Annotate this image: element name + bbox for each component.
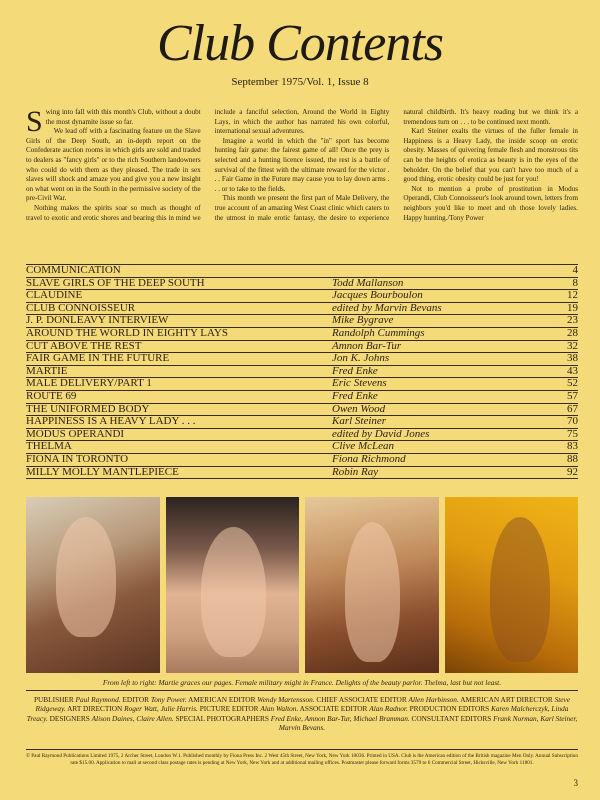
toc-author: edited by David Jones [332, 428, 430, 440]
toc-page-number: 67 [567, 402, 578, 415]
toc-page-number: 4 [572, 264, 578, 276]
toc-author: Clive McLean [332, 441, 395, 453]
toc-title: CUT ABOVE THE REST [26, 340, 142, 352]
toc-author: Todd Mallanson [332, 277, 404, 289]
toc-author: Jon K. Johns [332, 353, 390, 365]
toc-page-number: 23 [567, 314, 578, 327]
toc-author: Robin Ray [332, 466, 379, 478]
intro-paragraph-6: Karl Steiner exalts the virtues of the fuller female in Happiness is a Heavy Lady, the inside scoop on erotic obesity. Masses of quivering female flesh and monstrous tits can be the heights of erotica as beauty is in the eyes of the beholder. On the belief that you can't have too much of a good thing, erotic obesity could be just for you! [403, 127, 578, 184]
toc-title: MARTIE [26, 365, 68, 377]
toc-page-number: 70 [567, 415, 578, 428]
drop-cap: S [26, 108, 43, 138]
toc-title: ROUTE 69 [26, 390, 77, 402]
toc-page-number: 88 [567, 452, 578, 465]
toc-row [26, 289, 578, 302]
toc-page-number: 43 [567, 364, 578, 377]
toc-row [26, 327, 578, 340]
toc-page-number: 28 [567, 326, 578, 339]
intro-paragraph-5: This month we present the first part of Male Delivery, the true account of an amazing West Coast clinic which caters to the utmost in male erotic fantasy, the desire to experience natural childbirth. It's heavy reading but we think it's a tremendous turn on . . . to be continued next month. [214, 108, 578, 222]
toc-row [26, 415, 578, 428]
toc-row [26, 377, 578, 390]
toc-author: Fiona Richmond [332, 453, 406, 465]
toc-title: SLAVE GIRLS OF THE DEEP SOUTH [26, 277, 205, 289]
toc-author: Fred Enke [332, 365, 378, 377]
toc-author: edited by Marvin Bevans [332, 302, 442, 314]
toc-page-number: 19 [567, 301, 578, 314]
masthead [0, 14, 600, 88]
photo-figure [490, 517, 550, 662]
toc-author: Randolph Cummings [332, 327, 425, 339]
toc-title: COMMUNICATION [26, 265, 121, 276]
page-number: 3 [573, 778, 578, 788]
table-of-contents [26, 264, 578, 479]
toc-row [26, 440, 578, 453]
toc-row [26, 466, 578, 480]
photo-figure [345, 522, 400, 662]
toc-title: MODUS OPERANDI [26, 428, 125, 440]
intro-paragraph-3: Nothing makes the spirits soar so much as thought of travel to exotic and erotic shores and bearing this in mind we include a fanciful selection, Around the World in Eighty Lays, in which the author has narrated his own colorful, international sexual adventures. [26, 108, 390, 222]
toc-page-number: 38 [567, 352, 578, 365]
toc-author: Owen Wood [332, 403, 386, 415]
toc-title: FIONA IN TORONTO [26, 453, 129, 465]
photo-strip [26, 497, 578, 673]
toc-page-number: 57 [567, 389, 578, 402]
toc-title: THELMA [26, 441, 72, 453]
intro-paragraph-7: Not to mention a probe of prostitution in Modus Operandi, Club Connoisseur's look around town, letters from neighbors you'd like to meet and oh those lovely ladies. Happy hunting./Tony Power [403, 184, 578, 222]
toc-title: HAPPINESS IS A HEAVY LADY . . . [26, 416, 196, 428]
toc-title: CLAUDINE [26, 290, 83, 302]
photo-figure [56, 517, 116, 637]
photo-martie [26, 497, 160, 673]
intro-paragraph-1: Swing into fall with this month's Club, without a doubt the most dynamite issue so far. [26, 108, 201, 138]
photo-military [166, 497, 300, 673]
photo-beauty-parlor [305, 497, 439, 673]
toc-row [26, 352, 578, 365]
photo-thelma [445, 497, 579, 673]
toc-title: MALE DELIVERY/PART 1 [26, 378, 152, 390]
toc-author: Karl Steiner [332, 416, 387, 428]
toc-title: FAIR GAME IN THE FUTURE [26, 353, 170, 365]
editorial-intro [26, 108, 578, 260]
publication-fine-print: © Paul Raymond Publications Limited 1975, 2 Archer Street, London W.1. Published monthly by Fiona Press Inc. 2 West 45th Street, New York, New York 10036. Printed in USA. Club is the American edition of the British magazine Men Only. Annual Subscription rate $15.00. Application to mail at second class postage rates is pending at New York, New York and at additional mailing offices. Postmaster please forward forms 3579 to 6 Commercial Street, Hicksville, New York 11801. [26, 749, 578, 766]
toc-author: Amnon Bar-Tur [332, 340, 402, 352]
toc-page-number: 12 [567, 289, 578, 302]
toc-title: AROUND THE WORLD IN EIGHTY LAYS [26, 327, 228, 339]
photo-caption: From left to right: Martie graces our pages. Female military might in France. Delights of the beauty parlor. Thelma, last but not least. [102, 678, 502, 687]
toc-row [26, 365, 578, 378]
intro-paragraph-2: We lead off with a fascinating feature on the Slave Girls of the Deep South, an in-depth report on the Confederate auction rooms in which girls are sold and traded to dealers as "fancy girls" or to the rich Southern landowners who could do with them as they pleased. The trade in sex slaves will shock and amaze you and give you a new insight on what went on in the South in the permissive society of the pre-Civil War. [26, 127, 201, 203]
toc-page-number: 83 [567, 440, 578, 453]
toc-row [26, 277, 578, 290]
photo-figure [201, 527, 266, 657]
toc-title: MILLY MOLLY MANTLEPIECE [26, 466, 179, 478]
toc-author: Fred Enke [332, 390, 378, 402]
toc-row [26, 264, 578, 277]
toc-author: Eric Stevens [332, 378, 387, 390]
toc-row [26, 340, 578, 353]
toc-title: J. P. DONLEAVY INTERVIEW [26, 315, 169, 327]
toc-page-number: 32 [567, 339, 578, 352]
toc-row [26, 428, 578, 441]
toc-row [26, 314, 578, 327]
staff-credits: PUBLISHER Paul Raymond. EDITOR Tony Power. AMERICAN EDITOR Wendy Martensson. CHIEF ASSOCIATE EDITOR Allen Harbinson. AMERICAN ART DIRECTOR Steve Ridgeway. ART DIRECTION Roger Watt, Julie Harris. PICTURE EDITOR Alan Walton. ASSOCIATE EDITOR Alan Radnor. PRODUCTION EDITORS Karen Malcherczyk, Linda Treacy. DESIGNERS Alison Daines, Claire Allen. SPECIAL PHOTOGRAPHERS Fred Enke, Amnon Bar-Tur, Michael Bramman. CONSULTANT EDITORS Frank Norman, Karl Steiner, Marvin Bevans. [26, 690, 578, 733]
page-title: Club Contents [156, 15, 444, 72]
toc-page-number: 92 [567, 465, 578, 478]
toc-row [26, 403, 578, 416]
toc-title: CLUB CONNOISSEUR [26, 302, 136, 314]
toc-author: Jacques Bourboulon [332, 290, 423, 302]
issue-line: September 1975/Vol. 1, Issue 8 [231, 76, 369, 88]
toc-author: Mike Bygrave [332, 315, 394, 327]
intro-paragraph-4: Imagine a world in which the "in" sport has become hunting fair game: the fairest game of all! Once the prey is selected and a hunting licence issued, the rest is a battle of survival of the fittest with the ultimate reward for the victor . . . Fair Game in the Future may cause you to lay down arms . . . or to take to the fields. [214, 136, 390, 193]
toc-page-number: 75 [567, 427, 578, 440]
toc-page-number: 8 [572, 276, 578, 289]
toc-row [26, 302, 578, 315]
toc-row [26, 453, 578, 466]
toc-row [26, 390, 578, 403]
toc-page-number: 52 [567, 377, 578, 390]
toc-title: THE UNIFORMED BODY [26, 403, 150, 415]
